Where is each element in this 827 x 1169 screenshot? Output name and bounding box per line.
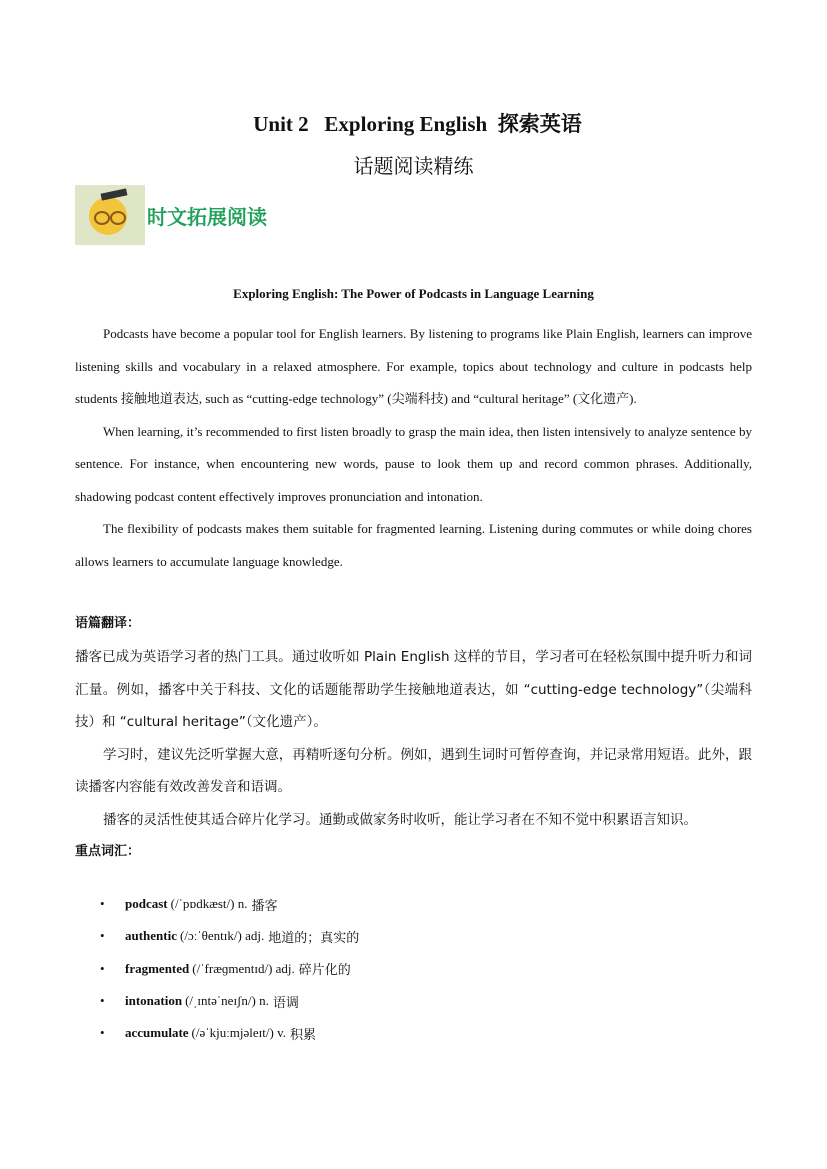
section-banner xyxy=(75,185,267,245)
translation-paragraph: 播客已成为英语学习者的热门工具。通过收听如 Plain English 这样的节目，学习者可在轻松氛围中提升听力和词汇量。例如，播客中关于科技、文化的话题能帮助学生接触地道表达，如 “cutting-edge technology”（尖端科技）和 “cultural heritage”（文化遗产）。 xyxy=(75,649,752,730)
article-paragraph: Podcasts have become a popular tool for English learners. By listening to programs like Plain English, learners can improve listening skills and vocabulary in a relaxed atmosphere. For example, topics about technology and culture in podcasts help students 接触地道表达, such as “cutting-edge technology” (尖端科技) and “cultural heritage” (文化遗产). xyxy=(75,326,752,406)
vocab-meaning: 积累 xyxy=(290,1027,317,1043)
article-title: Exploring English: The Power of Podcasts in Language Learning xyxy=(233,286,594,301)
bullet-icon: • xyxy=(100,960,105,976)
bullet-icon: • xyxy=(100,1025,105,1041)
article-paragraph: The flexibility of podcasts makes them suitable for fragmented learning. Listening during commutes or while doing chores allows learners to accumulate language knowledge. xyxy=(75,521,752,569)
bullet-icon: • xyxy=(100,993,105,1009)
vocab-meaning: 播客 xyxy=(251,898,278,914)
translation-paragraph: 学习时，建议先泛听掌握大意，再精听逐句分析。例如，遇到生词时可暂停查询，并记录常用短语。此外，跟读播客内容能有效改善发音和语调。 xyxy=(75,746,752,795)
list-item xyxy=(100,920,359,952)
vocab-meaning: 地道的；真实的 xyxy=(268,930,360,946)
vocab-word: podcast xyxy=(125,896,168,912)
vocab-meaning: 碎片化的 xyxy=(298,963,351,979)
vocab-meaning: 语调 xyxy=(272,995,299,1011)
list-item xyxy=(100,985,359,1017)
bullet-icon: • xyxy=(100,928,105,944)
vocabulary-label: 重点词汇： xyxy=(75,844,141,859)
vocab-word: fragmented xyxy=(125,960,190,976)
list-item xyxy=(100,953,359,985)
bullet-icon: • xyxy=(100,896,105,912)
vocab-word: intonation xyxy=(125,993,183,1009)
page-title: Unit 2 Exploring English 探索英语 xyxy=(253,112,582,136)
list-item xyxy=(100,1017,359,1049)
translation-body xyxy=(75,641,752,836)
translation-label: 语篇翻译： xyxy=(75,616,141,631)
page-subtitle: 话题阅读精练 xyxy=(353,154,474,178)
vocab-phonetic: (/ˈpɒdkæst/) n. xyxy=(170,896,248,912)
vocab-phonetic: (/ˈfræɡmentɪd/) adj. xyxy=(192,960,295,976)
vocab-word: accumulate xyxy=(125,1025,189,1041)
article-paragraph: When learning, it’s recommended to first listen broadly to grasp the main idea, then listen intensively to analyze sentence by sentence. For instance, when encountering new words, pause to look them up and record common phrases. Additionally, shadowing podcast content effectively improves pronunciation and intonation. xyxy=(75,423,752,504)
scholar-mascot-icon xyxy=(75,185,145,245)
article-body xyxy=(75,318,752,578)
list-item xyxy=(100,888,359,920)
vocab-word: authentic xyxy=(125,928,177,944)
vocab-phonetic: (/əˈkjuːmjəleɪt/) v. xyxy=(191,1025,287,1041)
vocab-phonetic: (/ɔːˈθentɪk/) adj. xyxy=(180,928,265,944)
vocabulary-list xyxy=(100,888,359,1049)
vocab-phonetic: (/ˌɪntəˈneɪʃn/) n. xyxy=(185,993,269,1009)
banner-label: 时文拓展阅读 xyxy=(147,204,267,229)
translation-paragraph: 播客的灵活性使其适合碎片化学习。通勤或做家务时收听，能让学习者在不知不觉中积累语言知识。 xyxy=(103,811,697,828)
